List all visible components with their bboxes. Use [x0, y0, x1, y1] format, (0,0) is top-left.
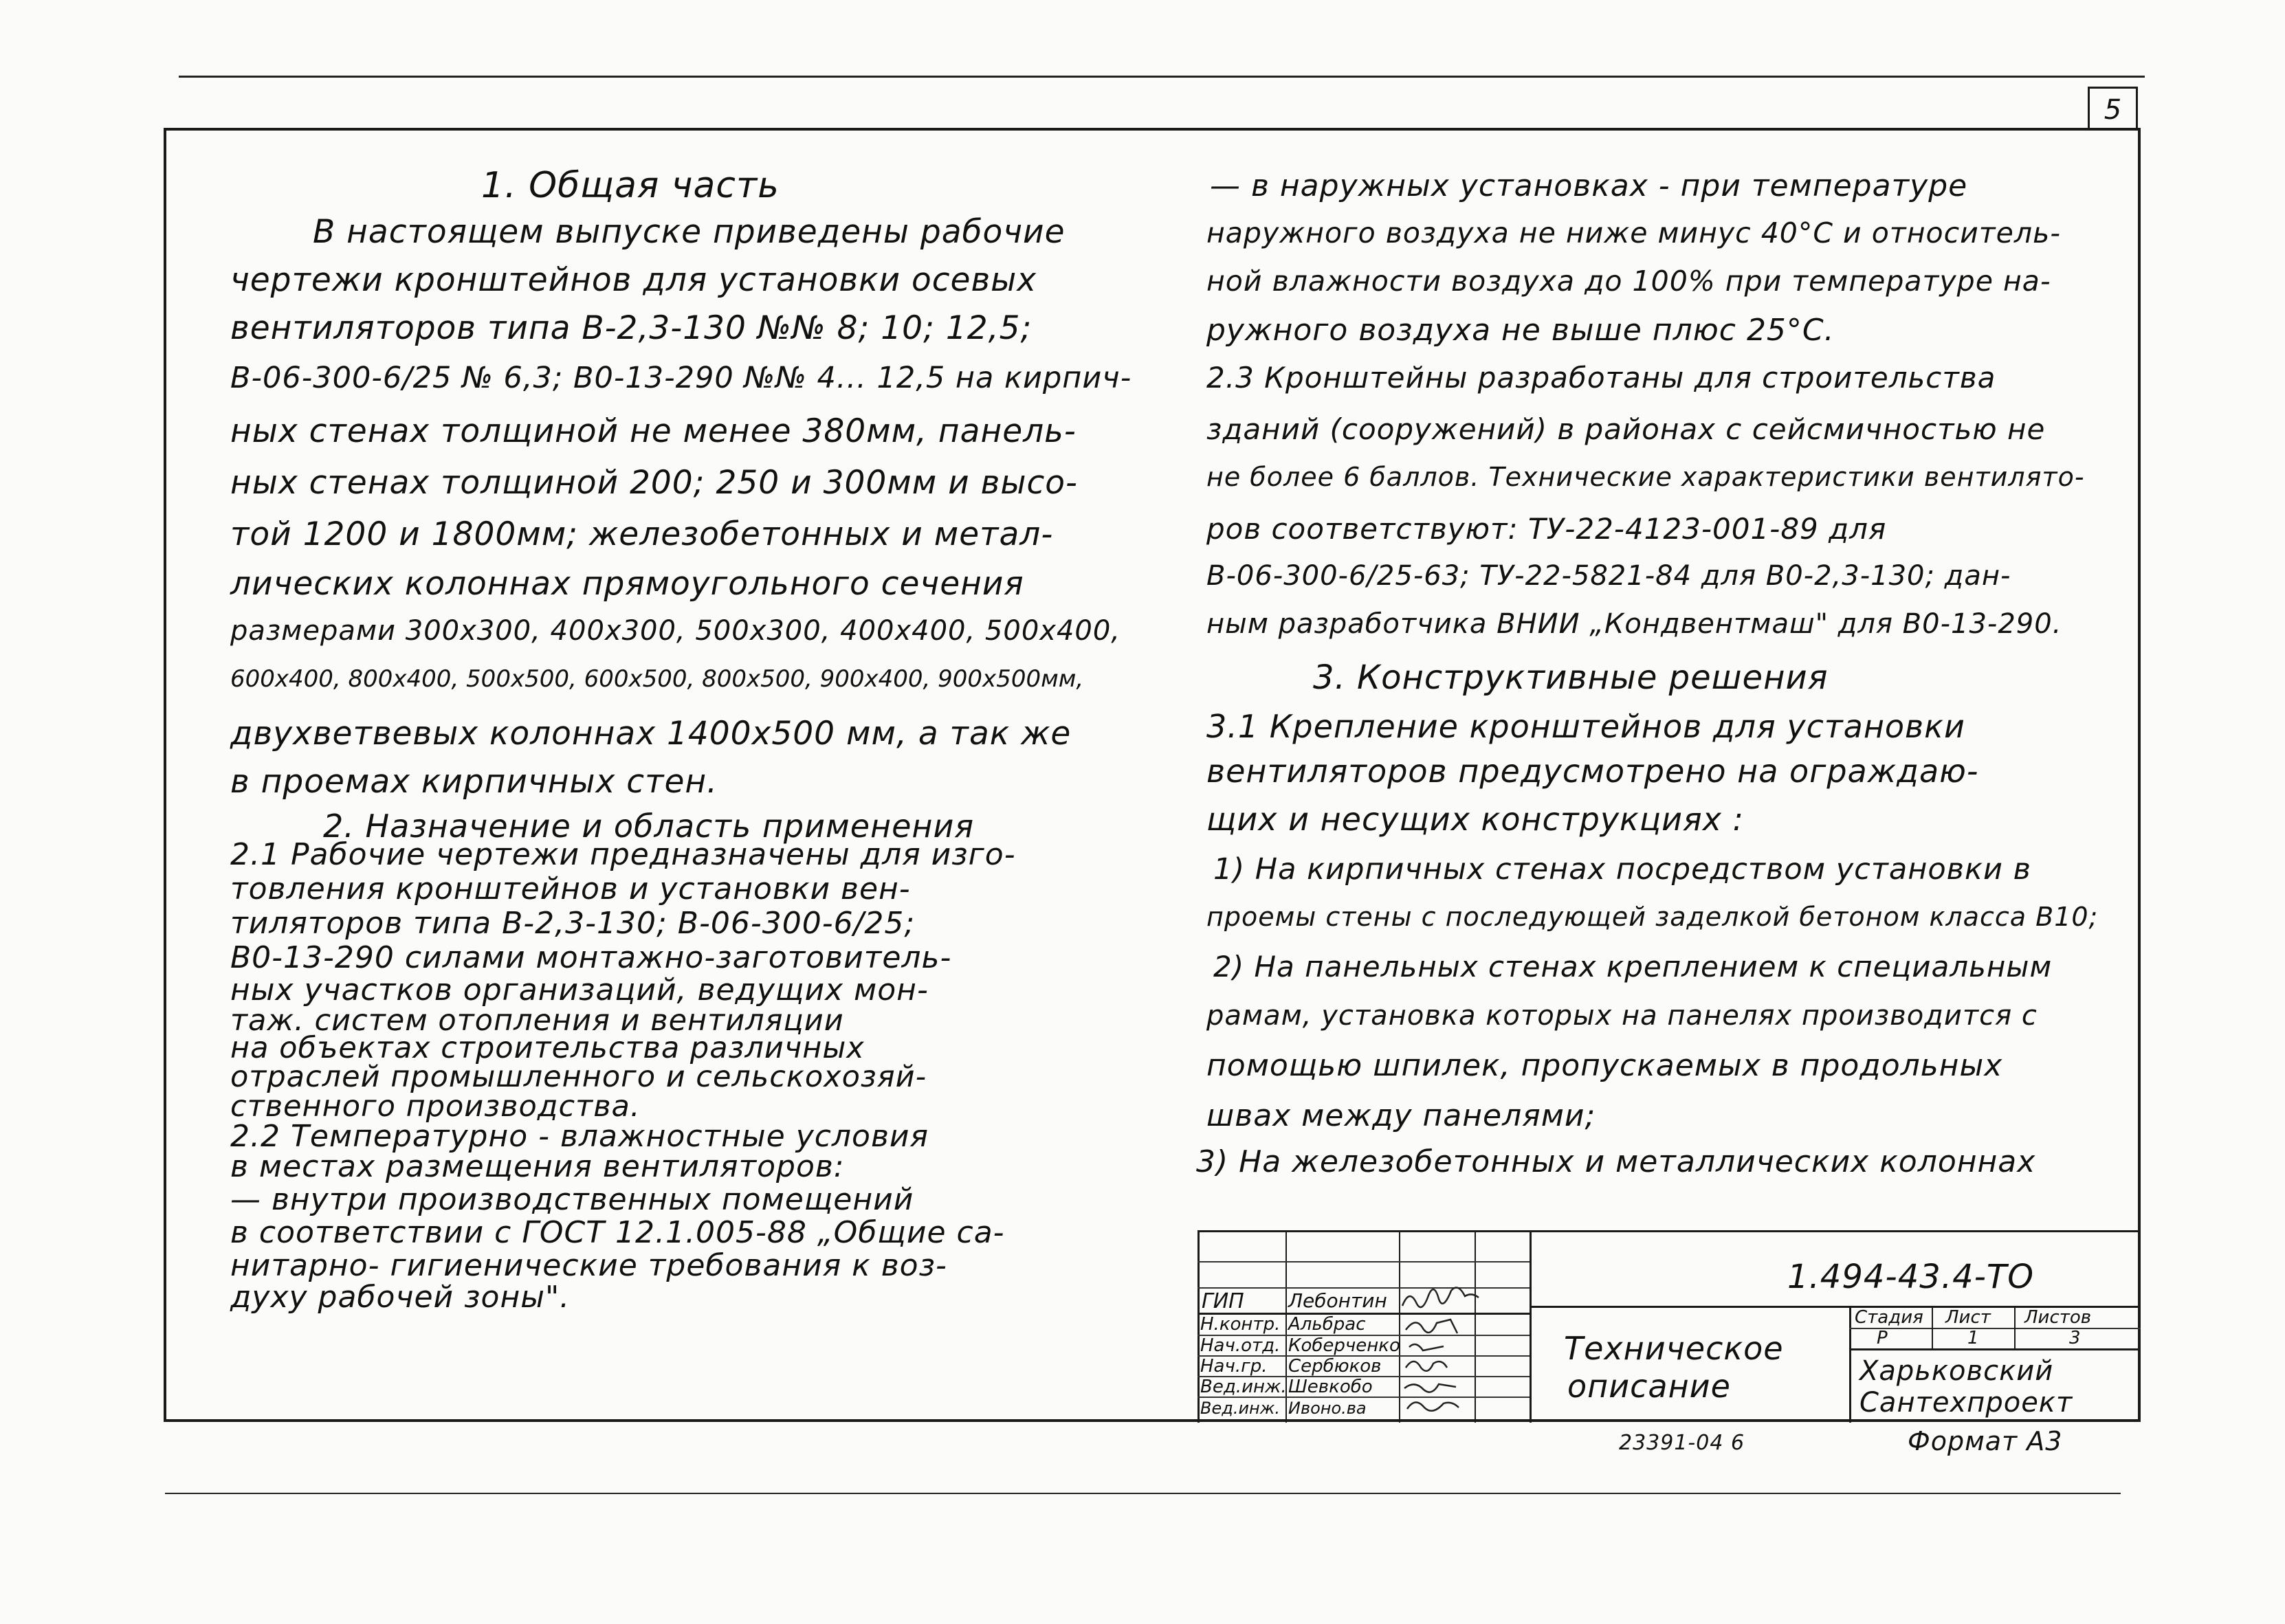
- s2-line: таж. систем отопления и вентиляции: [230, 1003, 844, 1038]
- s2-line: тиляторов типа В-2,3-130; В-06-300-6/25;: [230, 906, 916, 941]
- r-line: зданий (сооружений) в районах с сейсмичностью не: [1206, 412, 2046, 446]
- role-cell: ГИП: [1202, 1289, 1244, 1313]
- s2-line: духу рабочей зоны".: [230, 1280, 571, 1315]
- r-line: не более 6 баллов. Технические характеристики вентилято-: [1206, 462, 2085, 492]
- s2-line: В0-13-290 силами монтажно-заготовитель-: [230, 940, 952, 975]
- tb-stage-line: [1849, 1348, 2141, 1350]
- s2-line: ственного производства.: [230, 1089, 641, 1124]
- name-cell: Шевкобо: [1288, 1377, 1373, 1397]
- r-line: швах между панелями;: [1206, 1098, 1596, 1133]
- section2-title: 2. Назначение и область применения: [323, 808, 975, 845]
- name-cell: Ивоно.ва: [1288, 1399, 1367, 1418]
- s2-line: отраслей промышленного и сельскохозяй-: [230, 1060, 927, 1094]
- name-cell: Сербюков: [1288, 1356, 1382, 1377]
- s2-line: нитарно- гигиенические требования к воз-: [230, 1248, 947, 1283]
- r-line: ным разработчика ВНИИ „Кондвентмаш" для В0-13-290.: [1206, 608, 2062, 640]
- doc-title-line2: описание: [1567, 1368, 1731, 1405]
- s1-line: двухветвевых колоннах 1400х500 мм, а так же: [230, 715, 1072, 753]
- tb-stage-col: [1932, 1306, 1933, 1348]
- role-cell: Нач.гр.: [1200, 1356, 1268, 1377]
- stage-header: Стадия: [1855, 1307, 1923, 1328]
- sheet-value: 1: [1967, 1328, 1979, 1348]
- tb-sheet-col: [2014, 1306, 2016, 1348]
- s1-line: в проемах кирпичных стен.: [230, 763, 718, 801]
- s2-line: 2.2 Температурно - влажностные условия: [230, 1119, 929, 1154]
- tb-left-line: [1197, 1230, 1200, 1423]
- r-line: щих и несущих конструкциях :: [1206, 801, 1745, 838]
- r-line: — в наружных установках - при температуре: [1210, 168, 1968, 203]
- top-rule: [179, 76, 2145, 78]
- signatures-image: [1399, 1278, 1530, 1423]
- role-cell: Нач.отд.: [1200, 1335, 1281, 1356]
- role-cell: Вед.инж.: [1200, 1377, 1287, 1397]
- doc-title-line1: Техническое: [1564, 1330, 1784, 1367]
- r-line: ружного воздуха не выше плюс 25°С.: [1206, 313, 1835, 348]
- s1-line: ных стенах толщиной 200; 250 и 300мм и высо-: [230, 464, 1078, 502]
- name-cell: Коберченко: [1288, 1335, 1400, 1356]
- r-line: В-06-300-6/25-63; ТУ-22-5821-84 для В0-2,3-130; дан-: [1206, 560, 2011, 592]
- s1-line: ных стенах толщиной не менее 380мм, панель-: [230, 412, 1077, 450]
- s1-line: размерами 300х300, 400х300, 500х300, 400х400, 500х400,: [230, 615, 1121, 647]
- s2-line: ных участков организаций, ведущих мон-: [230, 972, 929, 1008]
- r-line: 3.1 Крепление кронштейнов для установки: [1206, 708, 1965, 745]
- s2-line: в местах размещения вентиляторов:: [230, 1149, 845, 1184]
- s1-line: 600х400, 800х400, 500х500, 600х500, 800х500, 900х400, 900х500мм,: [230, 665, 1084, 693]
- name-cell: Альбрас: [1288, 1314, 1366, 1335]
- tb-top-line: [1197, 1230, 2141, 1232]
- r-line: 1) На кирпичных стенах посредством установки в: [1213, 852, 2031, 887]
- s2-line: в соответствии с ГОСТ 12.1.005-88 „Общие са-: [230, 1215, 1005, 1250]
- s1-line: В-06-300-6/25 № 6,3; В0-13-290 №№ 4... 12,5 на кирпич-: [230, 361, 1132, 395]
- s1-line: вентиляторов типа В-2,3-130 №№ 8; 10; 12,5;: [230, 309, 1033, 347]
- stage-value: Р: [1877, 1328, 1888, 1348]
- doc-code: 1.494-43.4-ТО: [1787, 1258, 2035, 1296]
- tb-stage-header-line: [1849, 1328, 2141, 1329]
- s1-line: той 1200 и 1800мм; железобетонных и метал-: [230, 515, 1054, 553]
- r-line: проемы стены с последующей заделкой бетоном класса В10;: [1206, 902, 2099, 932]
- s2-line: 2.1 Рабочие чертежи предназначены для изго-: [230, 837, 1016, 872]
- org-line1: Харьковский: [1859, 1355, 2054, 1387]
- bottom-rule: [165, 1493, 2121, 1494]
- sheet-header: Лист: [1945, 1307, 1991, 1328]
- section3-title: 3. Конструктивные решения: [1313, 658, 1829, 697]
- r-line: 2) На панельных стенах креплением к специальным: [1213, 950, 2053, 983]
- role-cell: Вед.инж.: [1200, 1399, 1280, 1418]
- role-cell: Н.контр.: [1200, 1314, 1281, 1335]
- r-line: 3) На железобетонных и металлических колоннах: [1196, 1144, 2036, 1179]
- tb-grid-row: [1197, 1261, 1530, 1263]
- sheets-header: Листов: [2024, 1307, 2092, 1328]
- tb-right-section-line: [1849, 1306, 1851, 1423]
- inventory-number: 23391-04 6: [1619, 1431, 1745, 1455]
- tb-mid-line: [1530, 1230, 1532, 1423]
- sheets-value: 3: [2069, 1328, 2081, 1348]
- r-line: наружного воздуха не ниже минус 40°С и относитель-: [1206, 216, 2062, 249]
- r-line: 2.3 Кронштейны разработаны для строительства: [1206, 361, 1996, 394]
- r-line: ной влажности воздуха до 100% при температуре на-: [1206, 265, 2051, 298]
- r-line: вентиляторов предусмотрено на ограждаю-: [1206, 753, 1979, 790]
- s2-line: на объектах строительства различных: [230, 1031, 865, 1065]
- r-line: ров соответствуют: ТУ-22-4123-001-89 для: [1206, 512, 1887, 546]
- name-cell: Лебонтин: [1288, 1289, 1387, 1312]
- s2-line: товления кронштейнов и установки вен-: [230, 871, 911, 906]
- r-line: рамам, установка которых на панелях производится с: [1206, 1000, 2038, 1032]
- s1-line: В настоящем выпуске приведены рабочие: [313, 213, 1066, 251]
- org-line2: Сантехпроект: [1859, 1387, 2073, 1419]
- s2-line: — внутри производственных помещений: [230, 1182, 914, 1217]
- s1-line: чертежи кронштейнов для установки осевых: [230, 261, 1037, 299]
- s1-line: лических колоннах прямоугольного сечения: [230, 565, 1024, 603]
- format-label: Формат А3: [1908, 1426, 2063, 1456]
- sheet-number: 5: [2088, 87, 2138, 131]
- section1-title: 1. Общая часть: [481, 165, 780, 206]
- r-line: помощью шпилек, пропускаемых в продольных: [1206, 1048, 2003, 1083]
